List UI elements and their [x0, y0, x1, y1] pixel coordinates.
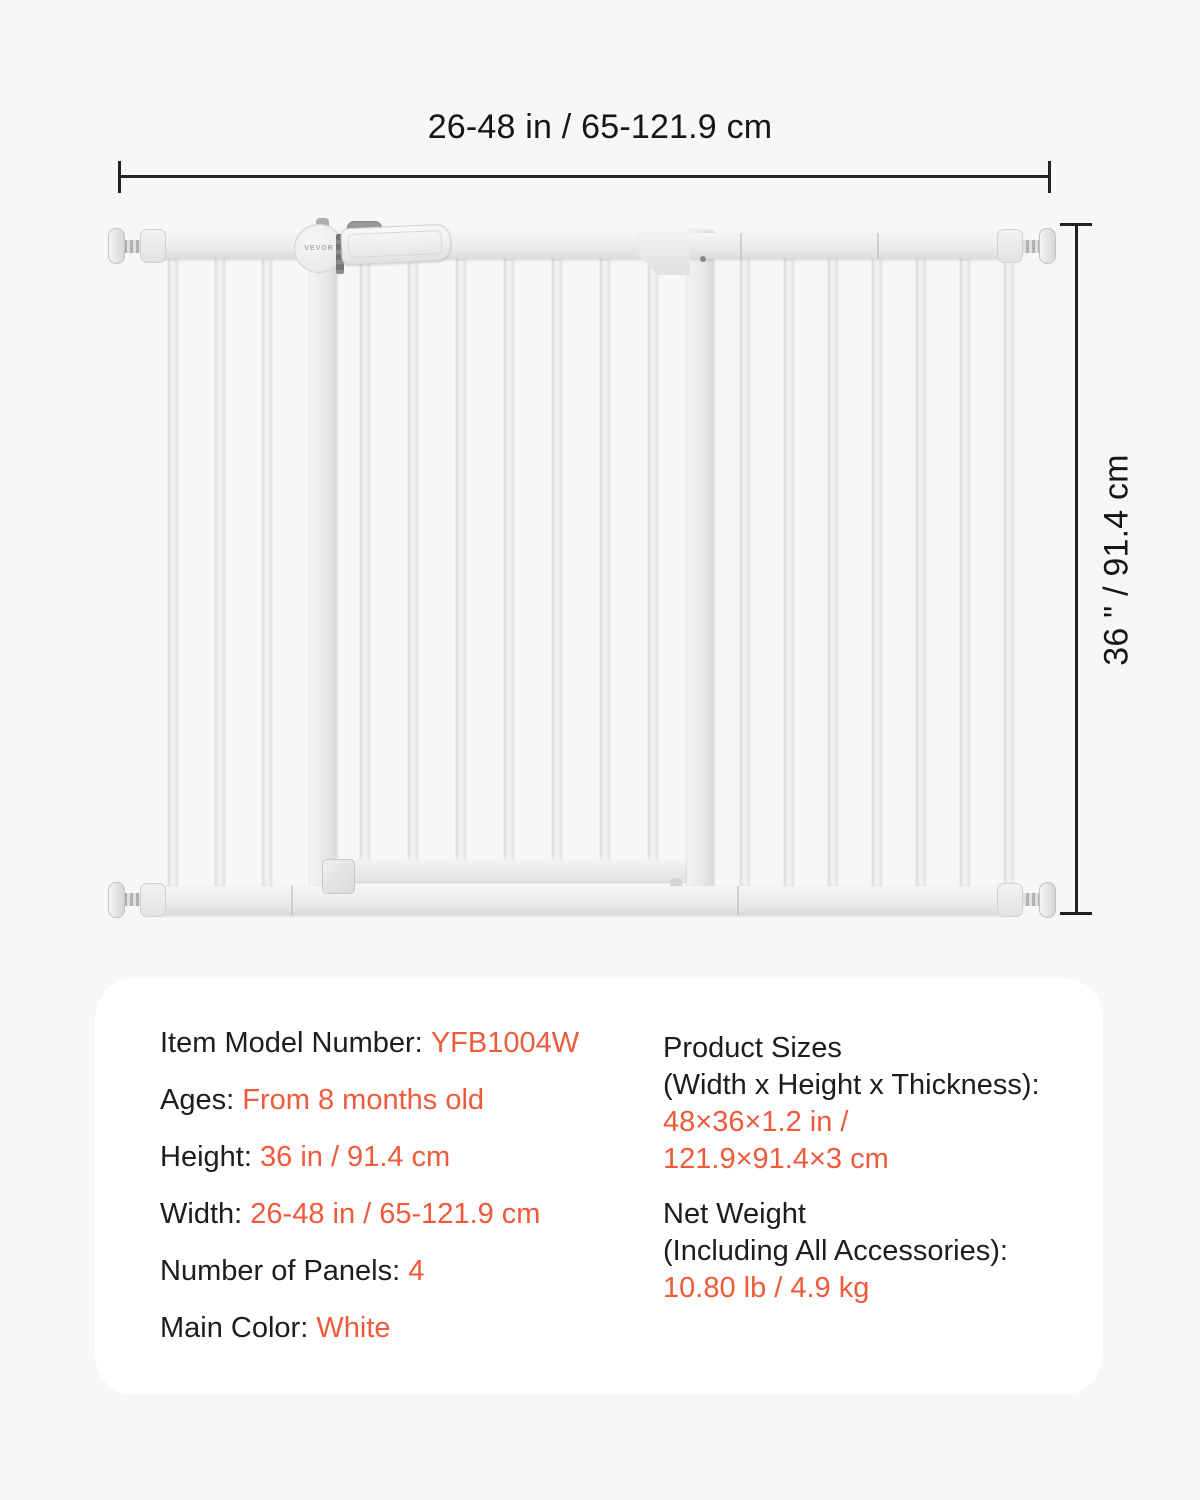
width-dimension-label: 26-48 in / 65-121.9 cm: [427, 108, 773, 146]
spec-row: [160, 1085, 579, 1116]
gate-bar: [552, 250, 562, 862]
gate-bar: [648, 250, 658, 862]
gate-rail-endcap: [997, 229, 1023, 263]
spec-value: YFB1004W: [430, 1027, 580, 1059]
gate-bar: [1004, 250, 1014, 895]
spec-block: [663, 1196, 1040, 1307]
pressure-knob-shaft: [1020, 240, 1040, 253]
spec-value: 121.9×91.4×3 cm: [663, 1143, 889, 1175]
gate-rail-seam: [737, 886, 739, 915]
gate-bar: [872, 250, 882, 895]
spec-label: Product Sizes: [663, 1032, 842, 1064]
spec-label: Width:: [160, 1198, 243, 1230]
gate-latch-post: [687, 230, 714, 892]
gate-bar: [360, 250, 370, 862]
gate-rail-seam: [291, 886, 293, 915]
gate-bar: [784, 250, 794, 895]
pressure-knob-shaft: [1020, 893, 1040, 906]
gate-bar: [600, 250, 610, 862]
gate-bar: [960, 250, 970, 895]
spec-panel: [95, 978, 1103, 1395]
pressure-knob: [108, 882, 125, 918]
gate-bar: [168, 250, 178, 895]
gate-bar: [504, 250, 514, 862]
spec-value: White: [316, 1312, 391, 1344]
spec-column-left: [160, 1028, 579, 1370]
spec-block: [663, 1030, 1040, 1178]
spec-label: (Width x Height x Thickness):: [663, 1069, 1040, 1101]
spec-row: [160, 1142, 579, 1173]
spec-label: Number of Panels:: [160, 1255, 401, 1287]
spec-value: From 8 months old: [242, 1084, 485, 1116]
gate-latch-screw: [700, 256, 706, 262]
gate-bar: [916, 250, 926, 895]
spec-label: Item Model Number:: [160, 1027, 423, 1059]
gate-rail-seam: [740, 233, 742, 259]
spec-column-right: [663, 1030, 1040, 1325]
gate-bar: [408, 250, 418, 862]
spec-row: [160, 1256, 579, 1287]
gate-rail-endcap: [140, 883, 166, 917]
gate-hinge-bracket-bottom: [322, 859, 355, 894]
gate-rail-endcap: [997, 883, 1023, 917]
brand-logo: VEVOR: [304, 245, 334, 252]
spec-row: [160, 1028, 579, 1059]
spec-value: 26-48 in / 65-121.9 cm: [250, 1198, 541, 1230]
spec-label: Height:: [160, 1141, 252, 1173]
gate-hinge-post: [310, 244, 337, 892]
spec-label: Net Weight: [663, 1198, 806, 1230]
height-dimension-label: 36 " / 91.4 cm: [1097, 454, 1136, 666]
gate-rail-seam: [877, 233, 879, 259]
gate-bar: [215, 250, 225, 895]
spec-value: 48×36×1.2 in /: [663, 1106, 849, 1138]
gate-latch-bracket: [637, 232, 690, 275]
gate-bottom-rail: [143, 886, 1020, 915]
gate-rail-endcap: [140, 229, 166, 263]
gate-handle: [340, 224, 452, 266]
spec-value: 36 in / 91.4 cm: [260, 1141, 451, 1173]
pressure-knob: [108, 228, 125, 264]
gate-bar: [456, 250, 466, 862]
pressure-knob: [1039, 228, 1056, 264]
spec-row: [160, 1199, 579, 1230]
gate-door-bottom-bar: [337, 860, 690, 882]
spec-label: Main Color:: [160, 1312, 309, 1344]
spec-label: Ages:: [160, 1084, 235, 1116]
gate-bar: [262, 250, 272, 895]
spec-value: 4: [408, 1255, 425, 1287]
spec-value: 10.80 lb / 4.9 kg: [663, 1272, 870, 1304]
pressure-knob: [1039, 882, 1056, 918]
spec-row: [160, 1313, 579, 1344]
spec-label: (Including All Accessories):: [663, 1235, 1008, 1267]
gate-top-rail: [143, 233, 1020, 259]
gate-bar: [828, 250, 838, 895]
gate-bar: [740, 250, 750, 895]
